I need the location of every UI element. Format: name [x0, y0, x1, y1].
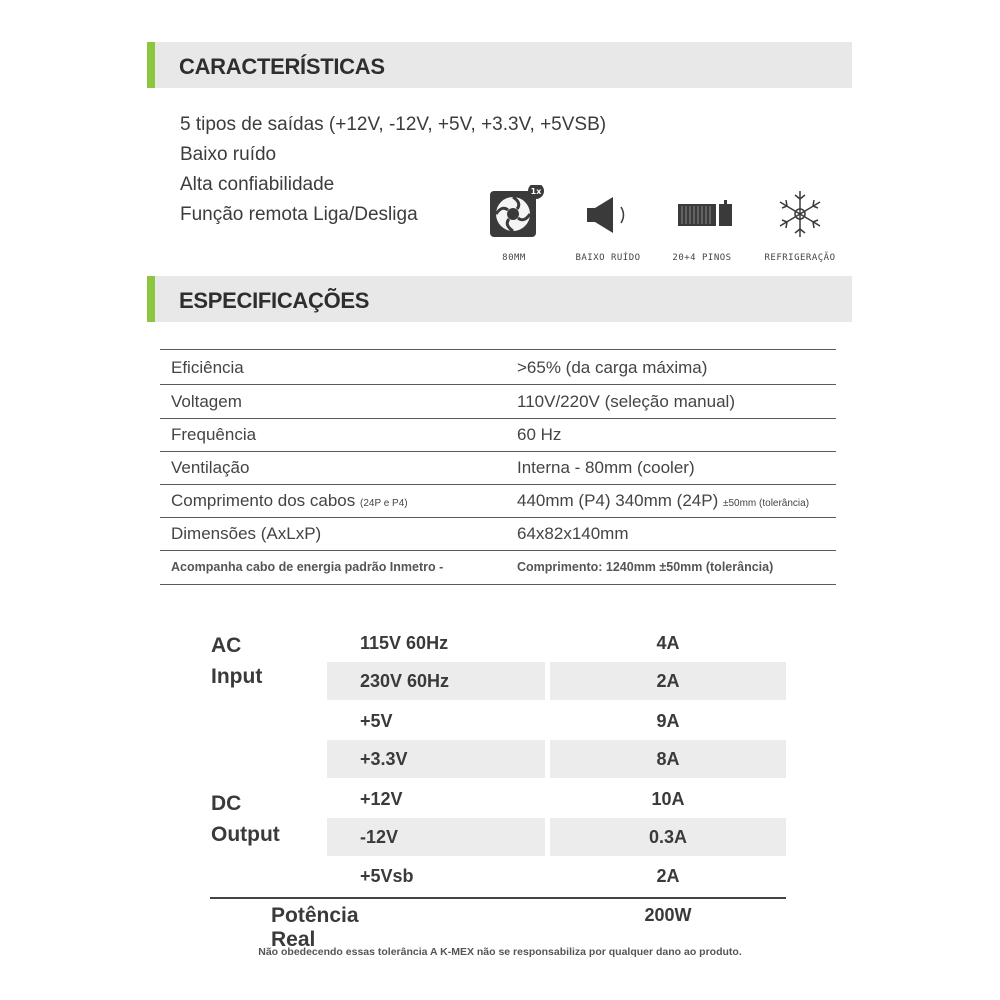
spec-row	[160, 517, 836, 551]
spec-key-note: (24P e P4)	[360, 498, 408, 509]
accent-stripe	[147, 276, 155, 322]
rail-label: +12V	[360, 789, 403, 809]
section-title: ESPECIFICAÇÕES	[179, 288, 370, 313]
rail-label: 230V 60Hz	[327, 662, 545, 700]
feature-item: Alta confiabilidade	[180, 174, 335, 195]
spec-table-top-border	[160, 349, 836, 350]
dc-output-label: DC Output	[211, 792, 280, 846]
spec-key: Dimensões (AxLxP)	[171, 524, 322, 543]
rail-value: 9A	[656, 711, 680, 731]
spec-note-key: Acompanha cabo de energia padrão Inmetro -	[171, 560, 444, 574]
spec-note-value: Comprimento: 1240mm ±50mm (tolerância)	[517, 560, 774, 574]
total-divider	[210, 897, 786, 899]
spec-row	[160, 451, 836, 485]
icon-caption: BAIXO RUÍDO	[575, 253, 641, 263]
rail-value: 2A	[550, 662, 786, 700]
spec-value-note: ±50mm (tolerância)	[722, 498, 810, 509]
total-power-label: Potência Real	[271, 904, 359, 951]
total-power-value: 200W	[644, 905, 692, 925]
disclaimer: Não obedecendo essas tolerância A K-MEX não se responsabiliza por qualquer dano ao produto.	[258, 946, 742, 958]
spec-row	[160, 418, 836, 452]
snowflake-icon	[765, 185, 835, 245]
feature-item: Baixo ruído	[180, 144, 277, 165]
spec-key: Eficiência	[171, 358, 244, 377]
rail-label: -12V	[327, 818, 545, 856]
spec-value: >65% (da carga máxima)	[517, 358, 708, 377]
spec-value: Interna - 80mm (cooler)	[517, 458, 695, 477]
connector-icon	[670, 185, 740, 245]
accent-stripe	[147, 42, 155, 88]
rail-label: +3.3V	[327, 740, 545, 778]
spec-key: Frequência	[171, 425, 257, 444]
fan-icon	[480, 185, 550, 245]
spec-value: 60 Hz	[517, 425, 562, 444]
spec-value: 440mm (P4) 340mm (24P) ±50mm (tolerância)	[517, 491, 810, 510]
fan-badge: 1x	[530, 187, 542, 196]
spec-value: 110V/220V (seleção manual)	[517, 392, 735, 411]
speaker-icon	[575, 185, 645, 245]
feature-item: Função remota Liga/Desliga	[180, 204, 418, 225]
spec-key: Comprimento dos cabos (24P e P4)	[171, 491, 408, 510]
rail-value: 10A	[651, 789, 685, 809]
spec-key: Ventilação	[171, 458, 250, 477]
icon-caption: REFRIGERAÇÃO	[764, 253, 836, 263]
spec-row	[160, 484, 836, 518]
spec-value: 64x82x140mm	[517, 524, 629, 543]
ac-input-label: AC Input	[211, 634, 263, 688]
rail-value: 0.3A	[550, 818, 786, 856]
spec-row	[160, 385, 836, 419]
rail-label: +5V	[360, 711, 393, 731]
rail-label: 115V 60Hz	[360, 633, 449, 653]
rail-value: 8A	[550, 740, 786, 778]
spec-note-row	[160, 551, 836, 585]
feature-icons	[480, 185, 860, 275]
rail-value: 2A	[656, 866, 680, 886]
rail-label: +5Vsb	[360, 866, 414, 886]
especificacoes-header	[147, 276, 852, 322]
feature-item: 5 tipos de saídas (+12V, -12V, +5V, +3.3V, +5VSB)	[180, 114, 607, 135]
section-title: CARACTERÍSTICAS	[179, 54, 385, 79]
icon-caption: 80MM	[502, 253, 526, 263]
spec-row	[160, 351, 836, 385]
rail-value: 4A	[656, 633, 680, 653]
icon-caption: 20+4 PINOS	[672, 253, 732, 263]
spec-key: Voltagem	[171, 392, 242, 411]
caracteristicas-header	[147, 42, 852, 88]
